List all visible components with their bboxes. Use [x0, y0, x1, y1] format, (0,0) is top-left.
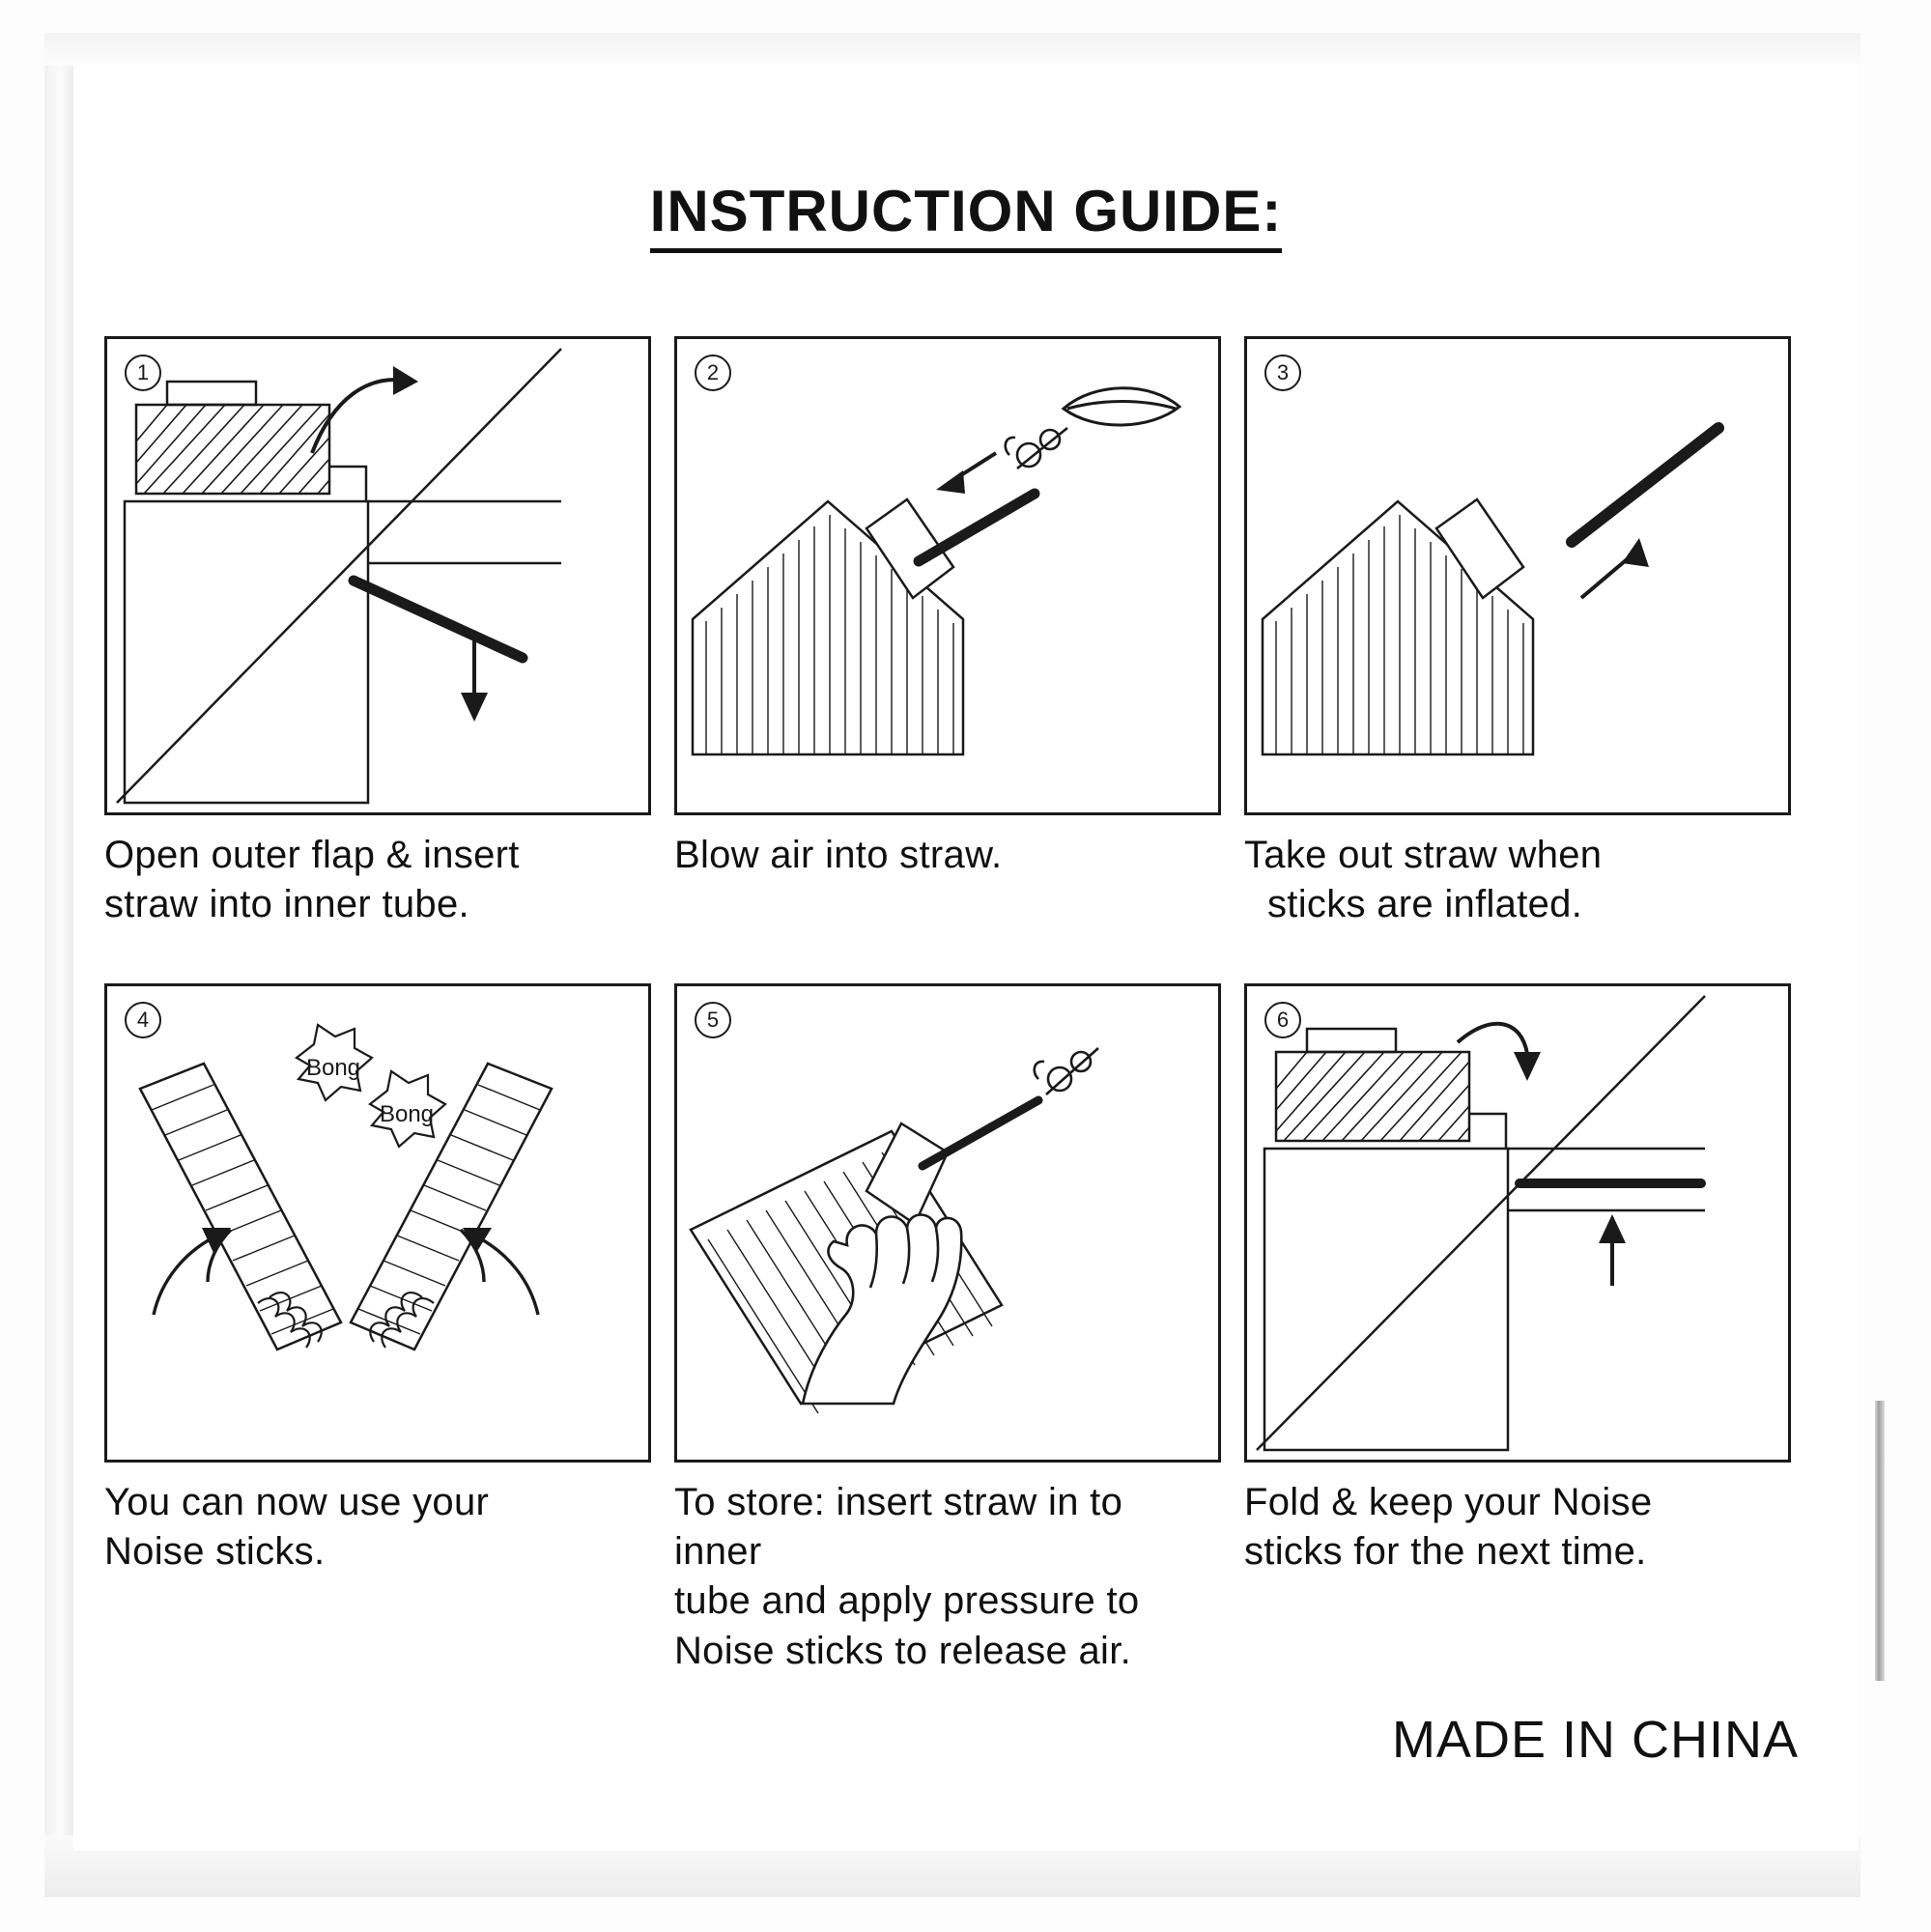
step-2-caption-line1: Blow air into straw. — [674, 834, 1003, 876]
step-6-caption-line1: Fold & keep your Noise — [1244, 1481, 1653, 1523]
step-3-illustration — [1244, 336, 1791, 815]
step-2-illustration — [674, 336, 1221, 815]
sound-label-1: Bong — [305, 1055, 361, 1081]
step-1-illustration — [104, 336, 651, 815]
step-6-number: 6 — [1264, 1002, 1301, 1038]
made-in-label: MADE IN CHINA — [1391, 1711, 1799, 1769]
step-3-number: 3 — [1264, 355, 1301, 391]
air-release-swirl-icon — [1035, 1048, 1098, 1094]
air-swirl-icon — [1006, 428, 1067, 469]
step-6-caption-line2: sticks for the next time. — [1244, 1530, 1647, 1574]
page-title — [73, 178, 1859, 244]
fold-and-store-drawing — [1247, 986, 1788, 1460]
press-to-release-air-drawing — [677, 986, 1218, 1460]
step-5-caption-line2: tube and apply pressure to — [674, 1579, 1140, 1623]
step-6-illustration — [1244, 983, 1791, 1463]
arrow-head-up-right — [1622, 538, 1649, 567]
arrow-head-left — [936, 470, 965, 494]
step-6 — [1244, 983, 1785, 1577]
step-3-caption-line2: sticks are inflated. — [1267, 883, 1583, 926]
remove-straw-drawing — [1247, 339, 1788, 812]
step-1 — [104, 336, 645, 929]
instruction-card — [73, 64, 1859, 1851]
step-3 — [1244, 336, 1785, 929]
arrow-head-down — [461, 693, 488, 722]
step-4-caption — [104, 1478, 645, 1577]
steps-grid — [104, 278, 1833, 1766]
step-5-caption — [674, 1478, 1215, 1676]
step-2 — [674, 336, 1215, 880]
step-3-caption-line1: Take out straw when — [1244, 834, 1603, 876]
step-6-caption — [1244, 1478, 1785, 1577]
step-2-number: 2 — [695, 355, 731, 391]
step-5 — [674, 983, 1215, 1676]
arrow-head-down-2 — [1514, 1052, 1541, 1081]
step-5-caption-line3: Noise sticks to release air. — [674, 1629, 1132, 1672]
arrow-head-right — [393, 366, 418, 395]
step-1-caption-line1: Open outer flap & insert — [104, 834, 520, 876]
clapping-sticks-drawing — [107, 986, 648, 1460]
arrow-head-up — [1599, 1214, 1626, 1243]
step-4-illustration — [104, 983, 651, 1463]
step-4-number: 4 — [125, 1002, 161, 1038]
blow-air-drawing — [677, 339, 1218, 812]
step-5-caption-line1: To store: insert straw in to inner — [674, 1481, 1123, 1574]
step-2-caption — [674, 831, 1215, 880]
bag-seal-strip — [1875, 1401, 1885, 1681]
step-1-caption — [104, 831, 645, 929]
step-1-caption-line2: straw into inner tube. — [104, 883, 469, 926]
bag-edge-left — [44, 33, 73, 1897]
step-5-number: 5 — [695, 1002, 731, 1038]
step-1-number: 1 — [125, 355, 161, 391]
bag-edge-top — [44, 33, 1860, 66]
page-title-text: INSTRUCTION GUIDE: — [650, 179, 1283, 253]
step-4-caption-line1: You can now use your — [104, 1481, 490, 1523]
step-5-illustration — [674, 983, 1221, 1463]
step-4-caption-line2: Noise sticks. — [104, 1530, 326, 1574]
step-3-caption — [1244, 831, 1785, 929]
sound-label-2: Bong — [379, 1101, 435, 1127]
step-4 — [104, 983, 645, 1577]
packet-flap-straw-drawing — [107, 339, 648, 812]
